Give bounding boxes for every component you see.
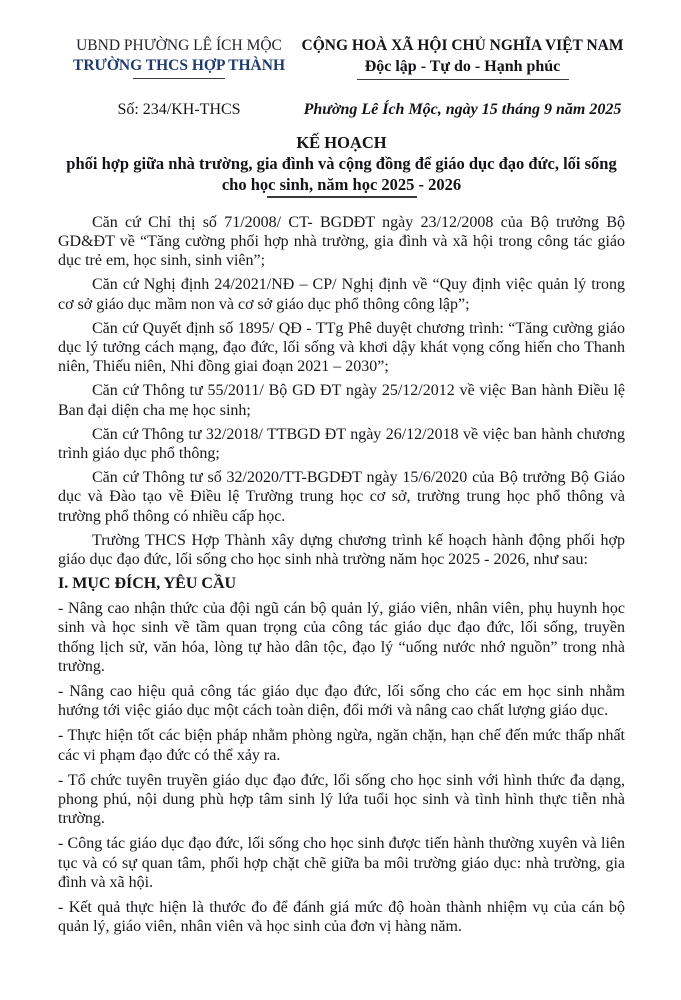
purpose-bullet: - Thực hiện tốt các biện pháp nhằm phòng ngừa, ngăn chặn, hạn chế đến mức thấp nhất các vi phạm đạo đức có thể xảy ra.: [58, 727, 625, 764]
legal-basis-paragraph: Căn cứ Quyết định số 1895/ QĐ - TTg Phê duyệt chương trình: “Tăng cường giáo dục lý tưởng cách mạng, đạo đức, lối sống và khơi dậy khát vọng cống hiến cho Thanh niên, Thiếu niên, Nhi đồng giai đoạn 2021 – 2030”;: [58, 319, 625, 376]
number-date-row: [58, 101, 625, 119]
national-title: CỘNG HOÀ XÃ HỘI CHỦ NGHĨA VIỆT NAM: [301, 37, 624, 54]
issuing-org-name: TRƯỜNG THCS HỢP THÀNH: [72, 57, 285, 74]
document-number: Số: 234/KH-THCS: [117, 101, 241, 119]
document-subtitle-line2: cho học sinh, năm học 2025 - 2026: [221, 175, 462, 195]
title-underline: [267, 196, 417, 197]
place-date: Phường Lê Ích Mộc, ngày 15 tháng 9 năm 2025: [303, 101, 622, 119]
legal-basis-paragraph: Căn cứ Thông tư 55/2011/ Bộ GD ĐT ngày 25/12/2012 về việc Ban hành Điều lệ Ban đại diện cha mẹ học sinh;: [58, 382, 625, 419]
issuing-org-block: [58, 36, 300, 79]
purpose-bullet: - Nâng cao hiệu quả công tác giáo dục đạo đức, lối sống cho các em học sinh nhằm hướng tới việc giáo dục một cách toàn diện, đổi mới và nâng cao chất lượng giáo dục.: [58, 683, 625, 720]
purpose-bullet: - Kết quả thực hiện là thước đo để đánh giá mức độ hoàn thành nhiệm vụ của cán bộ quản lý, giáo viên, nhân viên và học sinh của đơn vị hàng năm.: [58, 899, 625, 936]
national-motto-block: [300, 36, 625, 80]
issuing-org-parent: UBND PHƯỜNG LÊ ÍCH MỘC: [76, 37, 282, 54]
legal-basis-paragraph: Căn cứ Thông tư 32/2018/ TTBGD ĐT ngày 26/12/2018 về việc ban hành chương trình giáo dục phổ thông;: [58, 425, 625, 463]
purpose-bullet: - Nâng cao nhận thức của đội ngũ cán bộ quản lý, giáo viên, nhân viên, phụ huynh học sinh và học sinh về tầm quan trọng của công tác giáo dục đạo đức, lối sống, truyền thống lịch sử, văn hóa, lòng tự hào dân tộc, đạo lý “uống nước nhớ nguồn” trong nhà trường.: [58, 600, 625, 675]
section-heading-purpose: I. MỤC ĐÍCH, YÊU CẦU: [58, 575, 237, 593]
legal-basis-paragraph: Căn cứ Thông tư số 32/2020/TT-BGDĐT ngày 15/6/2020 của Bộ trưởng Bộ Giáo dục và Đào tạo về Điều lệ Trường trung học cơ sở, trường trung học phổ thông và trường phổ thông có nhiều cấp học.: [58, 469, 625, 525]
document-title: KẾ HOẠCH: [296, 133, 387, 153]
document-title-block: [58, 132, 625, 197]
legal-basis-paragraph: Căn cứ Nghị định 24/2021/NĐ – CP/ Nghị định về “Quy định việc quản lý trong cơ sở giáo dục mầm non và cơ sở giáo dục phổ thông công lập”;: [58, 276, 625, 313]
document-body: [58, 213, 625, 937]
national-motto: Độc lập - Tự do - Hạnh phúc: [364, 58, 561, 75]
purpose-bullet: - Tổ chức tuyên truyền giáo dục đạo đức, lối sống cho học sinh với hình thức đa dạng, phong phú, nội dung phù hợp tâm sinh lý lứa tuổi học sinh và tình hình thực tiễn nhà trường.: [58, 771, 625, 828]
intro-paragraph: Trường THCS Hợp Thành xây dựng chương trình kế hoạch hành động phối hợp giáo dục đạo đức, lối sống cho học sinh nhà trường năm học 2025 - 2026, như sau:: [58, 531, 625, 569]
motto-underline: [357, 79, 569, 80]
legal-basis-paragraph: Căn cứ Chỉ thị số 71/2008/ CT- BGDĐT ngày 23/12/2008 của Bộ trưởng Bộ GD&ĐT về “Tăng cường phối hợp nhà trường, gia đình và xã hội trong công tác giáo dục trẻ em, học sinh, sinh viên”;: [58, 213, 625, 270]
document-subtitle-line1: phối hợp giữa nhà trường, gia đình và cộng đồng để giáo dục đạo đức, lối sống: [66, 154, 617, 174]
org-underline: [133, 78, 225, 79]
document-header: [58, 36, 625, 80]
purpose-bullet: - Công tác giáo dục đạo đức, lối sống cho học sinh được tiến hành thường xuyên và liên tục và có sự quan tâm, phối hợp chặt chẽ giữa ba môi trường giáo dục: nhà trường, gia đình và xã hội.: [58, 835, 625, 891]
